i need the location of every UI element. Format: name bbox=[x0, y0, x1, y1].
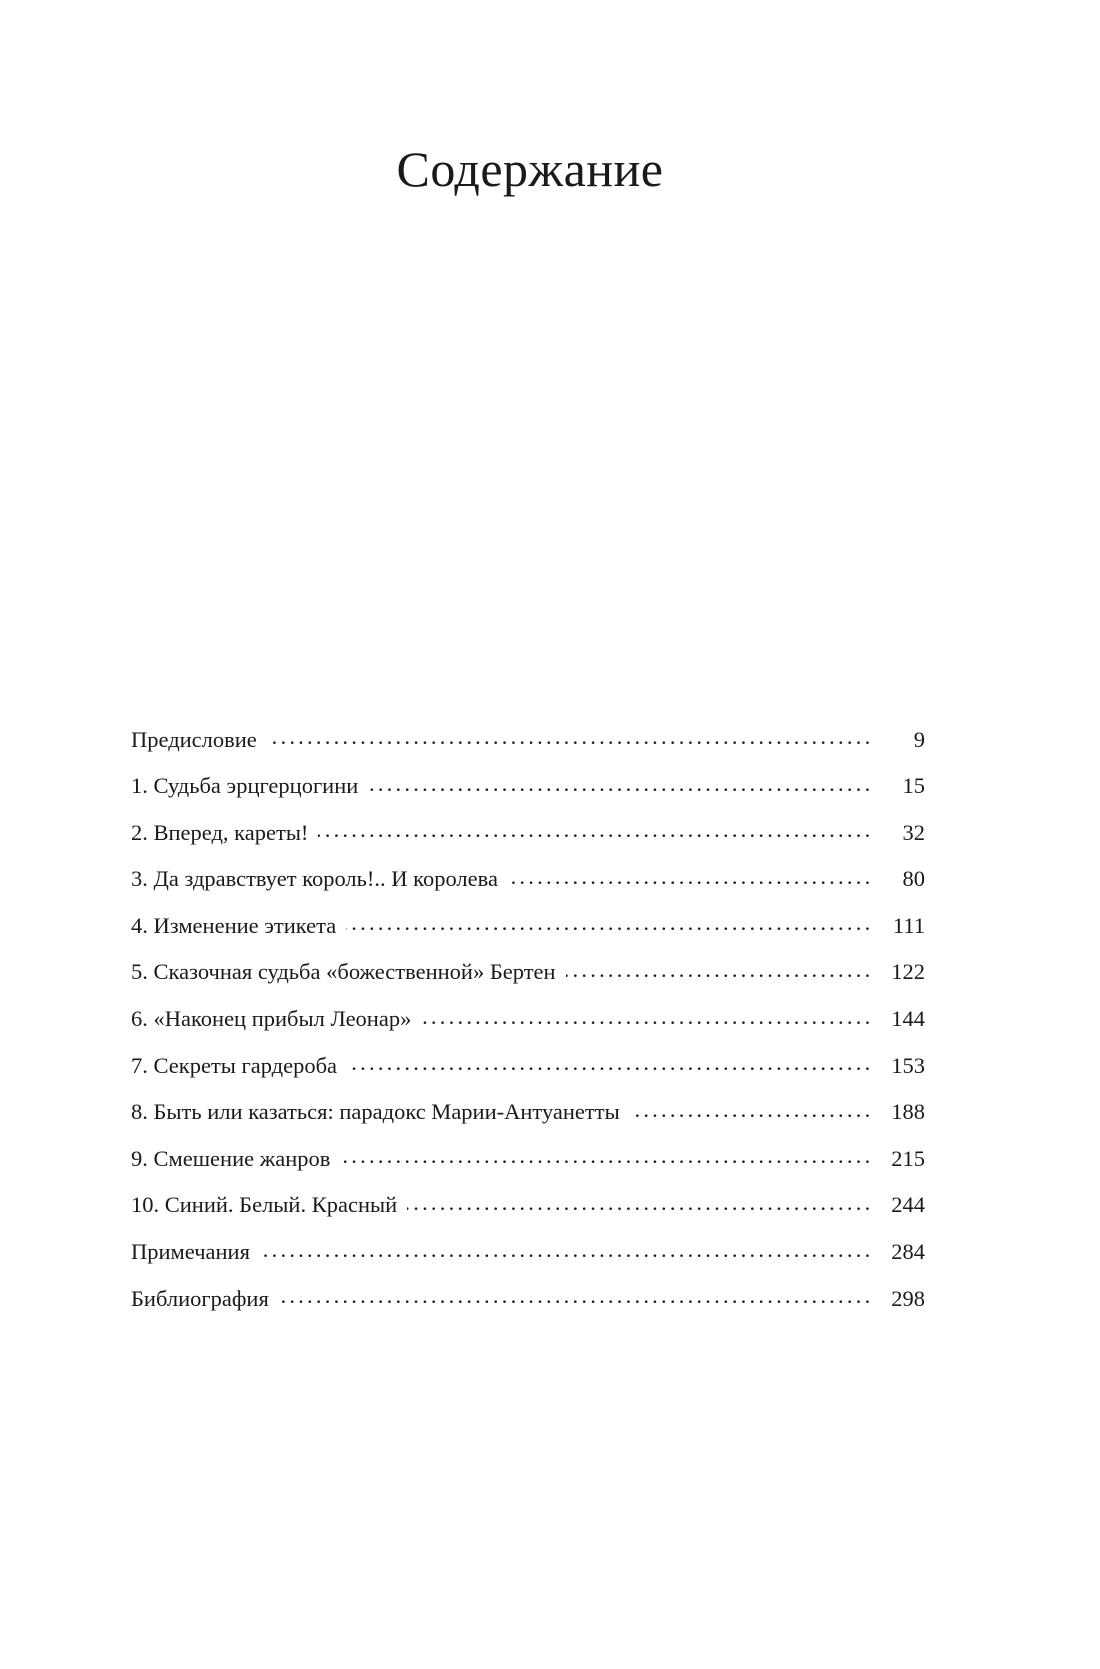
toc-entry-title: 7. Секреты гардероба bbox=[131, 1052, 338, 1078]
toc-entry bbox=[131, 771, 925, 818]
toc-entry-title: Предисловие bbox=[131, 726, 257, 752]
dot-leader bbox=[566, 957, 869, 980]
dot-leader bbox=[279, 1283, 869, 1306]
dot-leader bbox=[346, 910, 869, 933]
toc-page-number: 284 bbox=[891, 1239, 925, 1265]
toc-entry bbox=[131, 1143, 925, 1190]
dot-leader bbox=[340, 1143, 869, 1166]
toc-entry-title: 9. Смешение жанров bbox=[131, 1145, 331, 1171]
toc-page-number: 215 bbox=[891, 1145, 925, 1171]
toc-entry-title: 6. «Наконец прибыл Леонар» bbox=[131, 1006, 412, 1032]
dot-leader bbox=[421, 1004, 869, 1027]
toc-entry bbox=[131, 817, 925, 864]
toc-page-number: 188 bbox=[891, 1099, 925, 1125]
dot-leader bbox=[267, 724, 869, 747]
toc-entry bbox=[131, 1097, 925, 1144]
dot-leader bbox=[407, 1190, 869, 1213]
toc-entry bbox=[131, 957, 925, 1004]
toc-entry-title: Библиография bbox=[131, 1285, 269, 1311]
toc-page-number: 32 bbox=[902, 819, 925, 845]
toc-entry bbox=[131, 864, 925, 911]
toc-entry-title: 4. Изменение этикета bbox=[131, 912, 337, 938]
dot-leader bbox=[630, 1097, 869, 1120]
toc-entry-title: 5. Сказочная судьба «божественной» Бертен bbox=[131, 959, 556, 985]
toc-page-number: 144 bbox=[891, 1006, 925, 1032]
toc-entry bbox=[131, 724, 925, 771]
dot-leader bbox=[508, 864, 869, 887]
toc-entry bbox=[131, 1050, 925, 1097]
table-of-contents bbox=[131, 724, 925, 1330]
toc-page-number: 15 bbox=[902, 773, 925, 799]
toc-entry bbox=[131, 1004, 925, 1051]
dot-leader bbox=[368, 771, 869, 794]
dot-leader bbox=[347, 1050, 869, 1073]
toc-page-number: 9 bbox=[913, 726, 925, 752]
toc-entry-title: 3. Да здравствует король!.. И королева bbox=[131, 866, 498, 892]
toc-entry bbox=[131, 1283, 925, 1330]
toc-entry bbox=[131, 910, 925, 957]
toc-entry-title: Примечания bbox=[131, 1239, 250, 1265]
toc-page-number: 153 bbox=[891, 1052, 925, 1078]
dot-leader bbox=[260, 1237, 869, 1260]
toc-page-number: 244 bbox=[891, 1192, 925, 1218]
toc-page-number: 111 bbox=[892, 912, 925, 938]
toc-entry-title: 8. Быть или казаться: парадокс Марии-Антуанетты bbox=[131, 1099, 620, 1125]
toc-entry bbox=[131, 1190, 925, 1237]
toc-entry-title: 2. Вперед, кареты! bbox=[131, 819, 309, 845]
toc-entry-title: 1. Судьба эрцгерцогини bbox=[131, 773, 359, 799]
dot-leader bbox=[318, 817, 869, 840]
toc-entry bbox=[131, 1237, 925, 1284]
toc-page-number: 298 bbox=[891, 1285, 925, 1311]
toc-entry-title: 10. Синий. Белый. Красный bbox=[131, 1192, 398, 1218]
toc-page-number: 80 bbox=[902, 866, 925, 892]
toc-page-number: 122 bbox=[891, 959, 925, 985]
page-title: Содержание bbox=[396, 141, 664, 197]
